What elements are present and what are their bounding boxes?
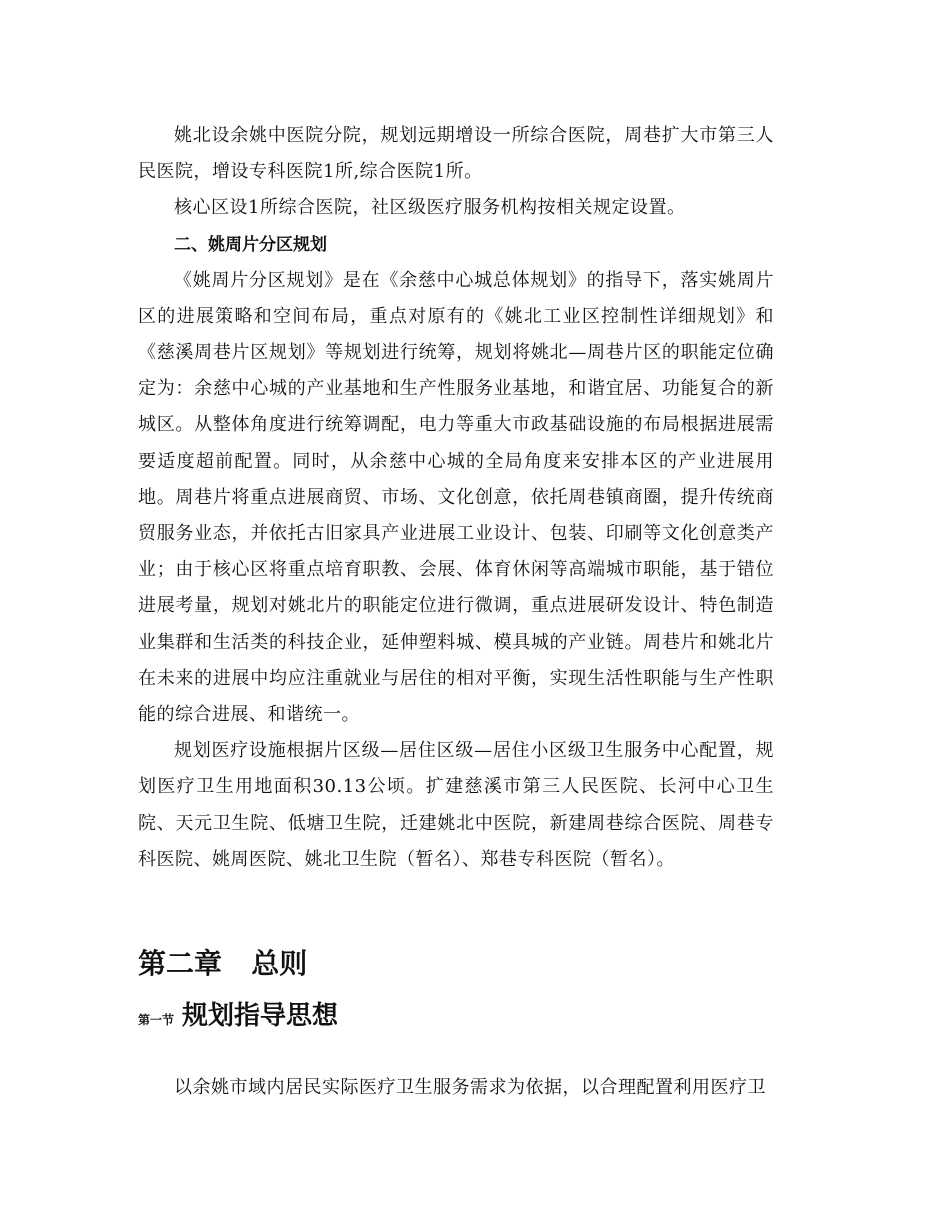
paragraph-yaobei-hospitals: 姚北设余姚中医院分院，规划远期增设一所综合医院，周巷扩大市第三人民医院，增设专科医院1所,综合医院1所。 (138, 125, 774, 183)
chapter-title: 第二章 总则 (138, 947, 308, 981)
paragraph-guiding-thought: 以余姚市域内居民实际医疗卫生服务需求为依据，以合理配置利用医疗卫 (174, 1077, 766, 1099)
section-number: 第一节 (138, 1013, 175, 1028)
subheading-yaozhou-plan: 二、姚周片分区规划 (174, 234, 327, 255)
section-heading (138, 994, 774, 1042)
paragraph-yaozhou-plan: 《姚周片分区规划》是在《余慈中心城总体规划》的指导下，落实姚周片区的进展策略和空间布局，重点对原有的《姚北工业区控制性详细规划》和《慈溪周巷片区规划》等规划进行统筹，规划将姚北—周巷片区的职能定位确定为：余慈中心城的产业基地和生产性服务业基地，和谐宜居、功能复合的新城区。从整体角度进行统筹调配，电力等重大市政基础设施的布局根据进展需要适度超前配置。同时，从余慈中心城的全局角度来安排本区的产业进展用地。周巷片将重点进展商贸、市场、文化创意，依托周巷镇商圈，提升传统商贸服务业态，并依托古旧家具产业进展工业设计、包装、印刷等文化创意类产业；由于核心区将重点培育职教、会展、体育休闲等高端城市职能，基于错位进展考量，规划对姚北片的职能定位进行微调，重点进展研发设计、特色制造业集群和生活类的科技企业，延伸塑料城、模具城的产业链。周巷片和姚北片在未来的进展中均应注重就业与居住的相对平衡，实现生活性职能与生产性职能的综合进展、和谐统一。 (138, 269, 774, 726)
document-page (138, 118, 774, 1106)
paragraph-core-area: 核心区设1所综合医院，社区级医疗服务机构按相关规定设置。 (174, 197, 686, 219)
paragraph-medical-facilities: 规划医疗设施根据片区级—居住区级—居住小区级卫生服务中心配置，规划医疗卫生用地面积30.13公顷。扩建慈溪市第三人民医院、长河中心卫生院、天元卫生院、低塘卫生院，迁建姚北中医院，新建周巷综合医院、周巷专科医院、姚周医院、姚北卫生院（暂名）、郑巷专科医院（暂名）。 (138, 740, 774, 870)
section-title: 规划指导思想 (182, 1001, 339, 1032)
